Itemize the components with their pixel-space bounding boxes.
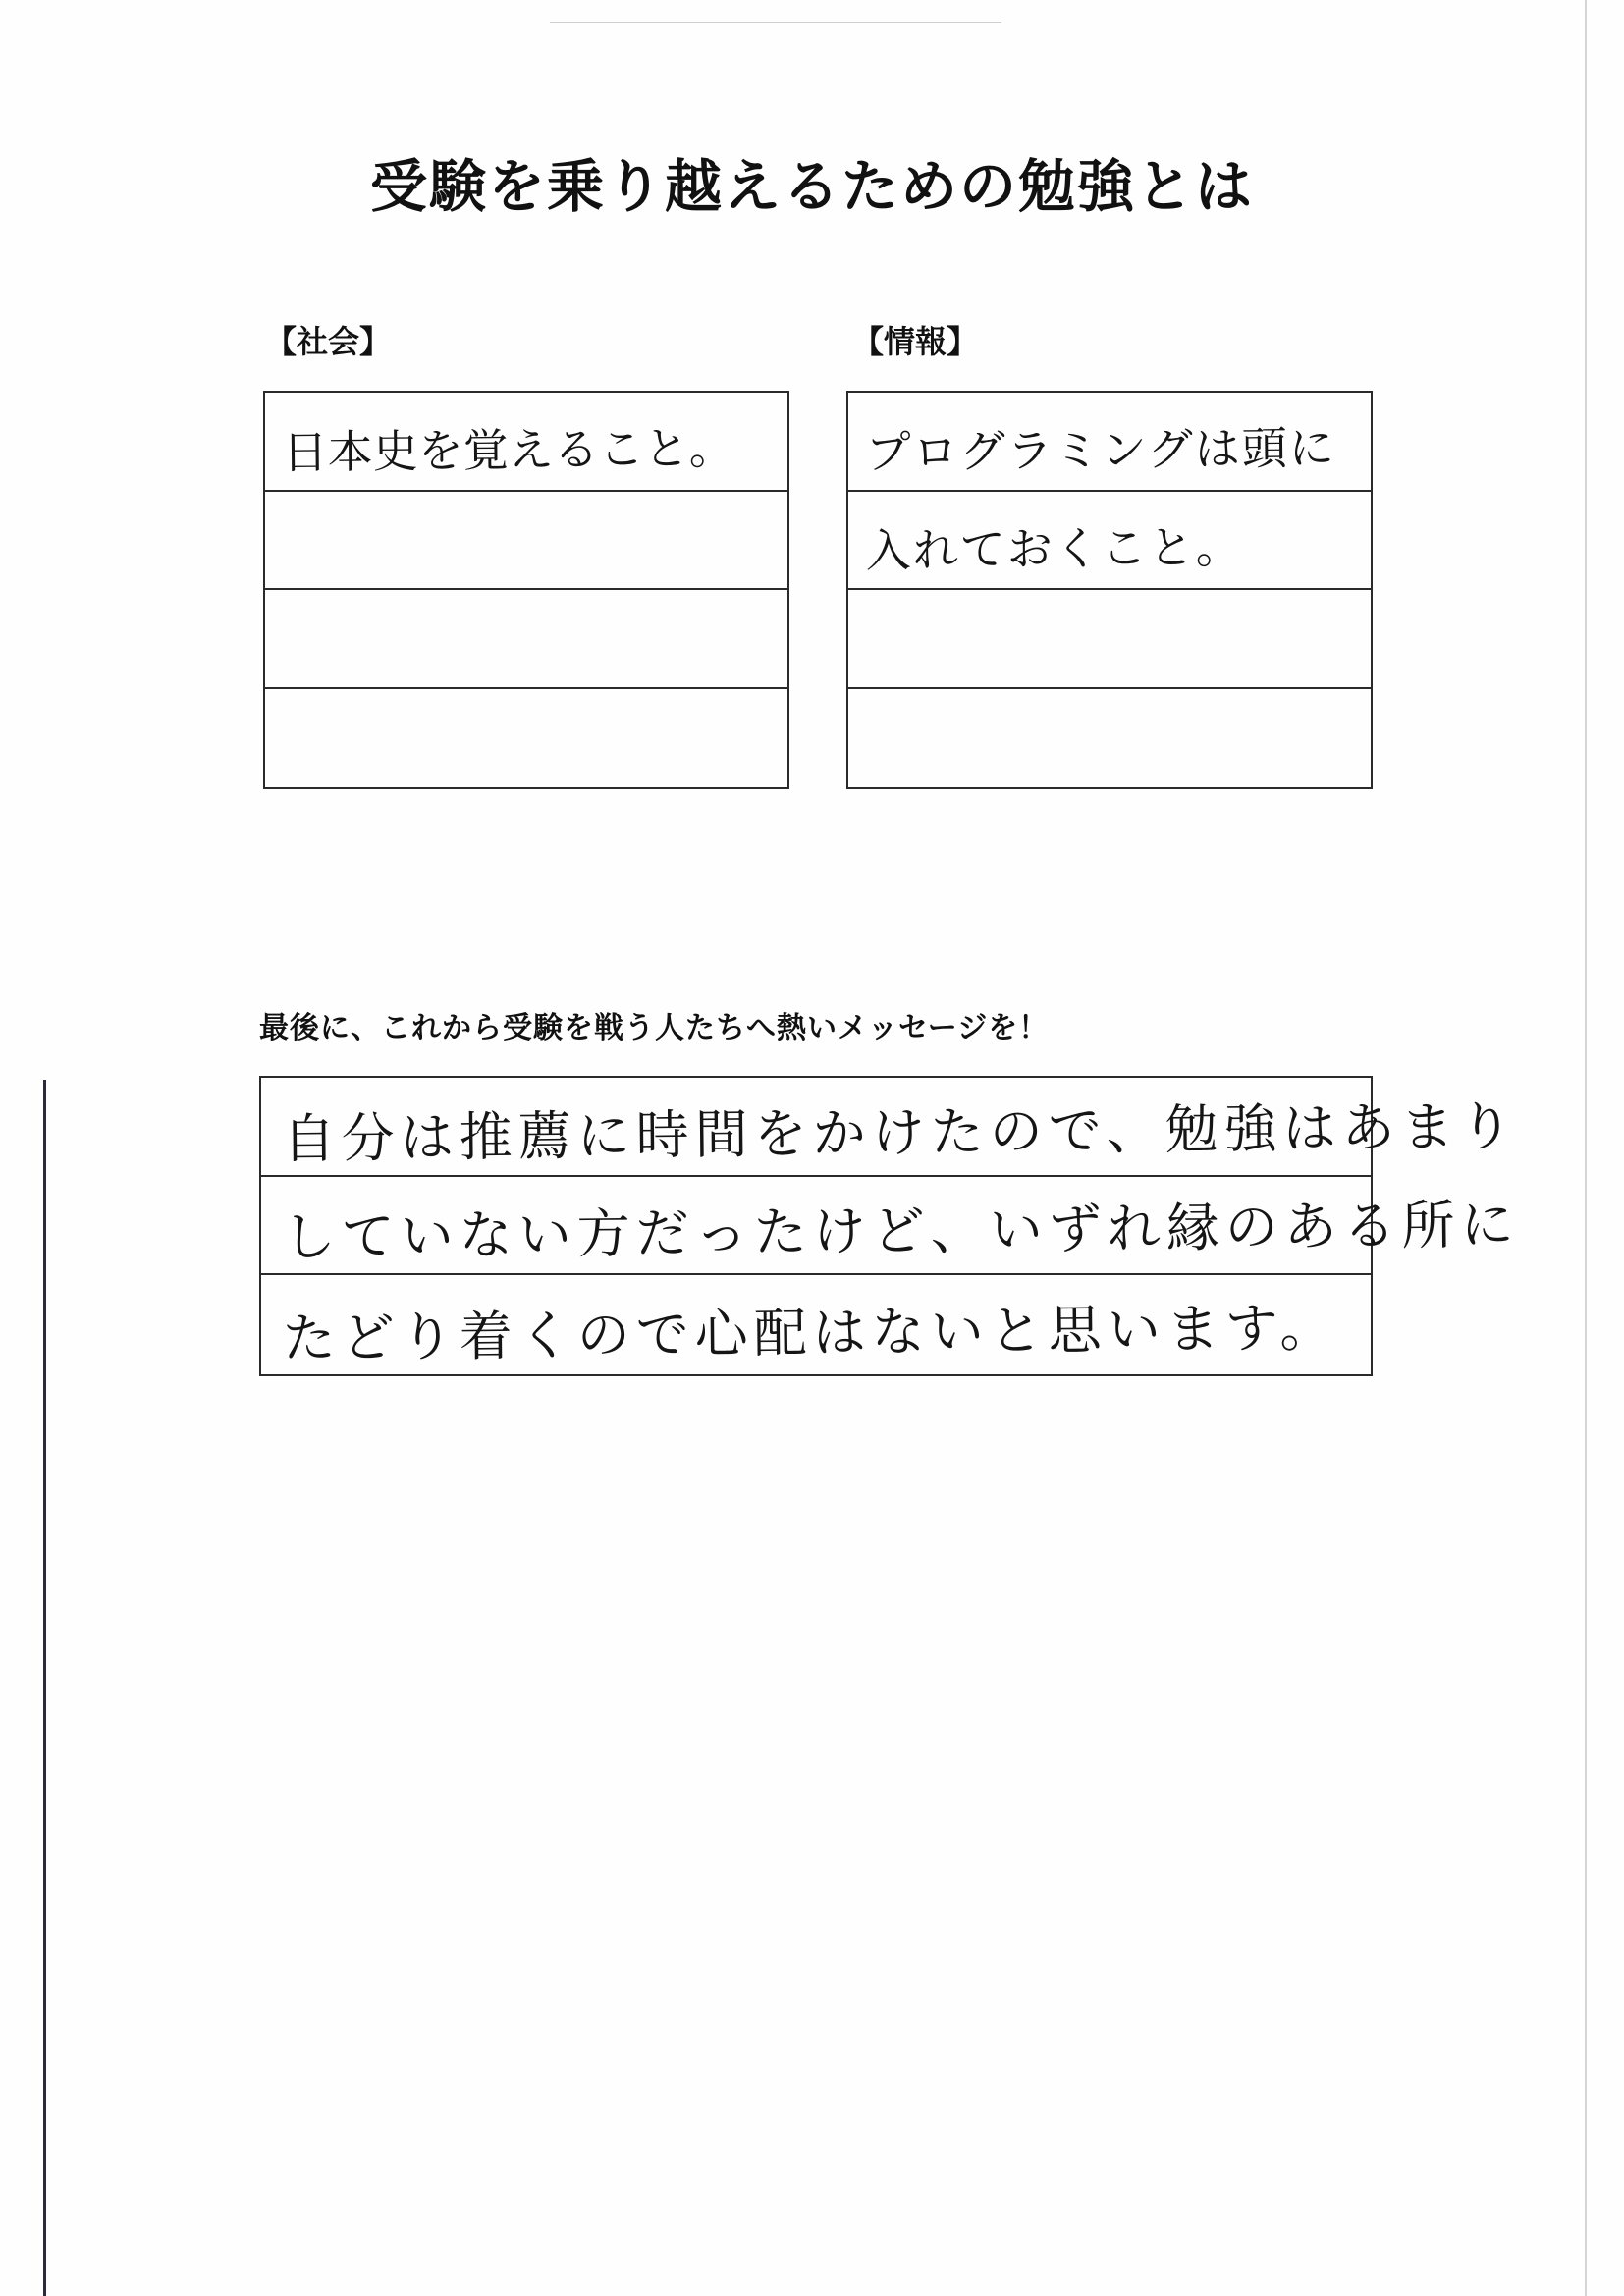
social-section-label: 【社会】 — [265, 323, 392, 360]
page-top-edge — [550, 22, 1001, 23]
answer-line — [848, 689, 1371, 788]
answer-line — [261, 1275, 1371, 1374]
answer-line — [848, 492, 1371, 591]
answer-line — [261, 1078, 1519, 1177]
handwritten-text: 入れておくこと。 — [865, 519, 1243, 578]
message-answer-box — [259, 1076, 1520, 1376]
info-section-label: 【情報】 — [852, 323, 979, 360]
answer-line — [848, 393, 1371, 492]
answer-line — [265, 393, 787, 492]
message-section-label: 最後に、これから受験を戦う人たちへ熱いメッセージを！ — [259, 1011, 1050, 1045]
answer-line — [261, 1177, 1520, 1276]
page-title: 受験を乗り越えるための勉強とは — [369, 153, 1254, 220]
answer-line — [265, 492, 787, 591]
handwritten-text: プログラミングは頭に — [865, 420, 1337, 479]
answer-line — [848, 590, 1371, 689]
handwritten-text: していない方だったけど、いずれ縁のある所に — [282, 1194, 1520, 1269]
info-answer-box — [846, 391, 1373, 789]
page-left-edge — [43, 1080, 46, 2296]
page-right-edge — [1585, 0, 1587, 2296]
handwritten-text: 自分は推薦に時間をかけたので、勉強はあまり — [282, 1095, 1519, 1170]
answer-line — [265, 590, 787, 689]
social-answer-box — [263, 391, 789, 789]
answer-line — [265, 689, 787, 788]
handwritten-text: たどり着くので心配はないと思います。 — [282, 1296, 1339, 1369]
handwritten-text: 日本史を覚えること。 — [282, 420, 734, 479]
